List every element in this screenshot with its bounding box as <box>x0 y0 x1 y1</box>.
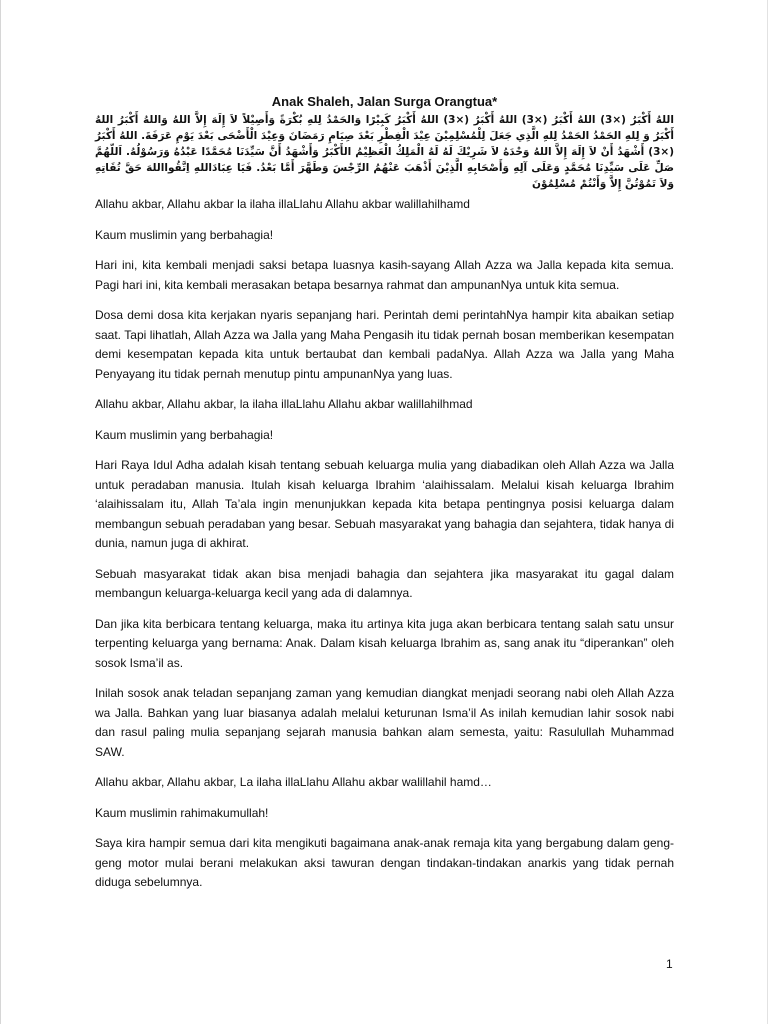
paragraph-body: Inilah sosok anak teladan sepanjang zaman yang kemudian diangkat menjadi seorang nabi oleh Allah Azza wa Jalla. Bahkan yang luar biasanya adalah melalui keturunan Isma’il As inilah kemudian lahir sosok nabi dan rasul paling mulia sepanjang sejarah manusia bahkan alam semesta, yaitu: Rasulullah Muhammad SAW. <box>95 686 674 759</box>
paragraph-greeting-1: Kaum muslimin yang berbahagia! <box>95 227 274 242</box>
document-title: Anak Shaleh, Jalan Surga Orangtua* <box>271 94 498 109</box>
paragraph-greeting-2: Kaum muslimin yang berbahagia! <box>95 427 274 442</box>
paragraph-body: Dan jika kita berbicara tentang keluarga, maka itu artinya kita juga akan berbicara tentang salah satu unsur terpenting keluarga yang bernama: Anak. Dalam kisah keluarga Ibrahim as, sang anak itu “diperankan” oleh sosok Isma’il as. <box>95 616 674 670</box>
paragraph-body: Saya kira hampir semua dari kita mengikuti bagaimana anak-anak remaja kita yang bergabung dalam geng-geng motor mulai berani melakukan aksi tawuran dengan tindakan-tindakan anarkis yang tidak pernah diduga sebelumnya. <box>95 836 674 889</box>
paragraph-takbir-2: Allahu akbar, Allahu akbar, la ilaha illaLlahu Allahu akbar walillahilhmad <box>95 397 473 411</box>
page-edge-left <box>0 0 1 1024</box>
arabic-opening-text: اللهُ أَكْبَرُ (×3) اللهُ أَكْبَرُ (×3) اللهُ أَكْبَرُ (×3) اللهُ أَكْبَرُ كَبِيْرًا وَالحَمْدُ لِلهِ بُكْرَةً وَأَصِيْلاً لاَ إِلَهَ إِلاَّ اللهُ وَاللهُ أَكْبَرُ اللهُ أَكْبَرُ وَ لِلهِ الحَمْدُ الحَمْدُ لِلهِ الَّذِي جَعَلَ لِلْمُسْلِمِيْنَ عِيْدَ الْفِطْرِ بَعْدَ صِيَامِ رَمَضَانَ وَعِيْدَ الْأَضْحَى بَعْدَ يَوْمِ عَرَفَةَ. اللهُ أَكْبَرُ (×3) أَشْهَدُ أَنْ لاَ إِلَهَ إِلاَّ اللهُ وَحْدَهُ لاَ شَرِيْكَ لَهُ لَهُ الْمَلِكُ الْعَظِيْمُ الأَكْبَرُ وَأَشْهَدُ أَنَّ سَيِّدَنَا مُحَمَّدًا عَبْدُهُ وَرَسُوْلُهُ. اَللّهُمَّ صَلِّ عَلَى سَيِّدِنَا مُحَمَّدٍ وَعَلَى آلِهِ وَأَصْحَابِهِ الَّذِيْنَ أَذْهَبَ عَنْهُمُ الرِّجْسَ وَطَهَّرَ أَمَّا بَعْدُ. فَيَا عِبَادَاللهِ اِتَّقُوااللهَ حَقَّ تُقَاتِهِ وَلاَ تَمُوْتُنَّ إِلاَّ وَأَنْتُمْ مُسْلِمُوْنَ <box>95 114 674 190</box>
paragraph-body: Sebuah masyarakat tidak akan bisa menjadi bahagia dan sejahtera jika masyarakat itu gagal dalam membangun keluarga-keluarga kecil yang ada di dalamnya. <box>95 566 674 600</box>
paragraph-body: Dosa demi dosa kita kerjakan nyaris sepanjang hari. Perintah demi perintahNya hampir kita abaikan setiap saat. Tapi lihatlah, Allah Azza wa Jalla yang Maha Pengasih itu tidak pernah bosan memberikan kesempatan demi kesempatan kepada kita untuk bertaubat dan kembali padaNya. Allah Azza wa Jalla yang Maha Penyayang itu tidak pernah menutup pintu ampunanNya yang luas. <box>95 308 674 381</box>
paragraph-greeting-3: Kaum muslimin rahimakumullah! <box>95 805 269 820</box>
page-content <box>95 94 674 904</box>
paragraph-takbir-3: Allahu akbar, Allahu akbar, La ilaha illaLlahu Allahu akbar walillahil hamd… <box>95 775 492 789</box>
paragraph-body: Hari Raya Idul Adha adalah kisah tentang sebuah keluarga mulia yang diabadikan oleh Allah Azza wa Jalla untuk peradaban manusia. Itulah kisah keluarga Ibrahim ‘alaihissalam. Melalui kisah keluarga Ibrahim ‘alaihissalam itu, Allah Ta’ala ingin menunjukkan kepada kita betapa pentingnya posisi keluarga dalam membangun sebuah peradaban yang besar. Sebuah masyarakat yang bahagia dan sejahtera, tidak hanya di dunia, namun juga di akhirat. <box>95 458 674 550</box>
paragraph-body: Hari ini, kita kembali menjadi saksi betapa luasnya kasih-sayang Allah Azza wa Jalla kepada kita semua. Pagi hari ini, kita kembali merasakan betapa besarnya rahmat dan ampunanNya untuk kita semua. <box>95 258 674 292</box>
paragraph-takbir-1: Allahu akbar, Allahu akbar la ilaha illaLlahu Allahu akbar walillahilhamd <box>95 197 470 211</box>
page-number: 1 <box>666 957 673 971</box>
